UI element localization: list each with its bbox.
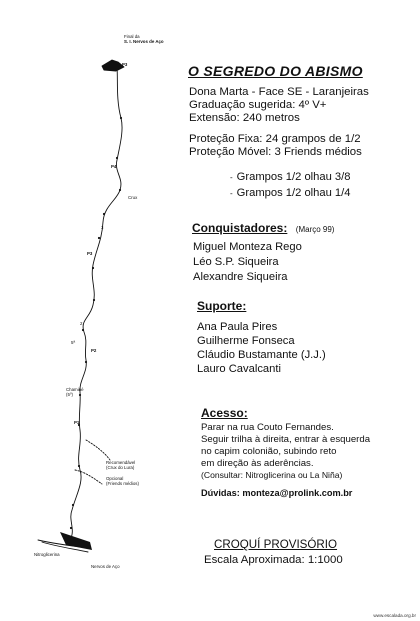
route-variant-line (86, 440, 110, 460)
label-recommended: Recomendável (Crux do Lura) (106, 460, 136, 470)
support-name: Lauro Cavalcanti (197, 363, 281, 375)
label-final-line2: S. I. Nervos de Aço (124, 38, 164, 44)
label-p3-mid: P3 (87, 251, 93, 256)
protection-mobile: Proteção Móvel: 3 Friends médios (189, 146, 362, 158)
route-grade: Graduação sugerida: 4º V+ (189, 99, 327, 111)
route-length: Extensão: 240 metros (189, 112, 300, 124)
conquerors-heading: Conquistadores: (192, 221, 288, 235)
label-mark-5: 5ª (71, 340, 76, 345)
label-p2: P2 (91, 348, 97, 353)
conqueror-name: Alexandre Siqueira (193, 271, 288, 283)
sketch-heading: CROQUÍ PROVISÓRIO (214, 538, 338, 551)
access-line: no capim colonião, subindo reto (201, 446, 337, 457)
label-crux: Crux (128, 195, 138, 200)
website-footer: www.escalada.org.br (373, 613, 416, 618)
label-mark-2: 2 (80, 321, 83, 326)
label-p1: P1 (74, 420, 80, 425)
label-optional: Opcional (Friends médios) (106, 476, 139, 486)
route-variant-line-2 (75, 470, 102, 484)
conquerors-heading-row (192, 219, 334, 237)
summit-shape (102, 60, 124, 71)
label-final (124, 35, 164, 45)
access-line: em direção às aderências. (201, 458, 314, 469)
access-heading: Acesso: (201, 406, 248, 420)
support-name: Cláudio Bustamante (J.J.) (197, 349, 326, 361)
support-name: Guilherme Fonseca (197, 335, 295, 347)
conquerors-date: (Março 99) (295, 225, 335, 234)
sketch-scale: Escala Aproximada: 1:1000 (204, 554, 343, 566)
access-contact: Dúvidas: monteza@prolink.com.br (201, 488, 353, 498)
label-nervos-de-aco: Nervos de Aço (91, 564, 120, 569)
protection-fixed: Proteção Fixa: 24 grampos de 1/2 (189, 133, 361, 145)
bolt-item: - Grampos 1/2 olhau 3/8 (230, 171, 351, 183)
label-mark-3: 3 (101, 225, 104, 230)
label-nitroglicerina: Nitroglicerina (34, 552, 60, 557)
label-p4: P4 (111, 164, 117, 169)
route-location: Dona Marta - Face SE - Laranjeiras (189, 86, 369, 98)
access-line: (Consultar: Nitroglicerina ou La Niña) (201, 470, 343, 480)
label-chimney: Chaminé (5º) (66, 387, 84, 397)
access-line: Parar na rua Couto Fernandes. (201, 422, 334, 433)
access-line: Seguir trilha à direita, entrar à esquerda (201, 434, 371, 445)
page-title: O SEGREDO DO ABISMO (188, 63, 363, 79)
label-final-line1: Final da (124, 34, 140, 39)
bolt-item: - Grampos 1/2 olhau 1/4 (230, 187, 351, 199)
support-heading: Suporte: (197, 299, 247, 313)
conqueror-name: Miguel Monteza Rego (193, 241, 302, 253)
conqueror-name: Léo S.P. Siqueira (193, 256, 279, 268)
support-name: Ana Paula Pires (197, 321, 278, 333)
label-p3-top: P3 (122, 62, 128, 67)
